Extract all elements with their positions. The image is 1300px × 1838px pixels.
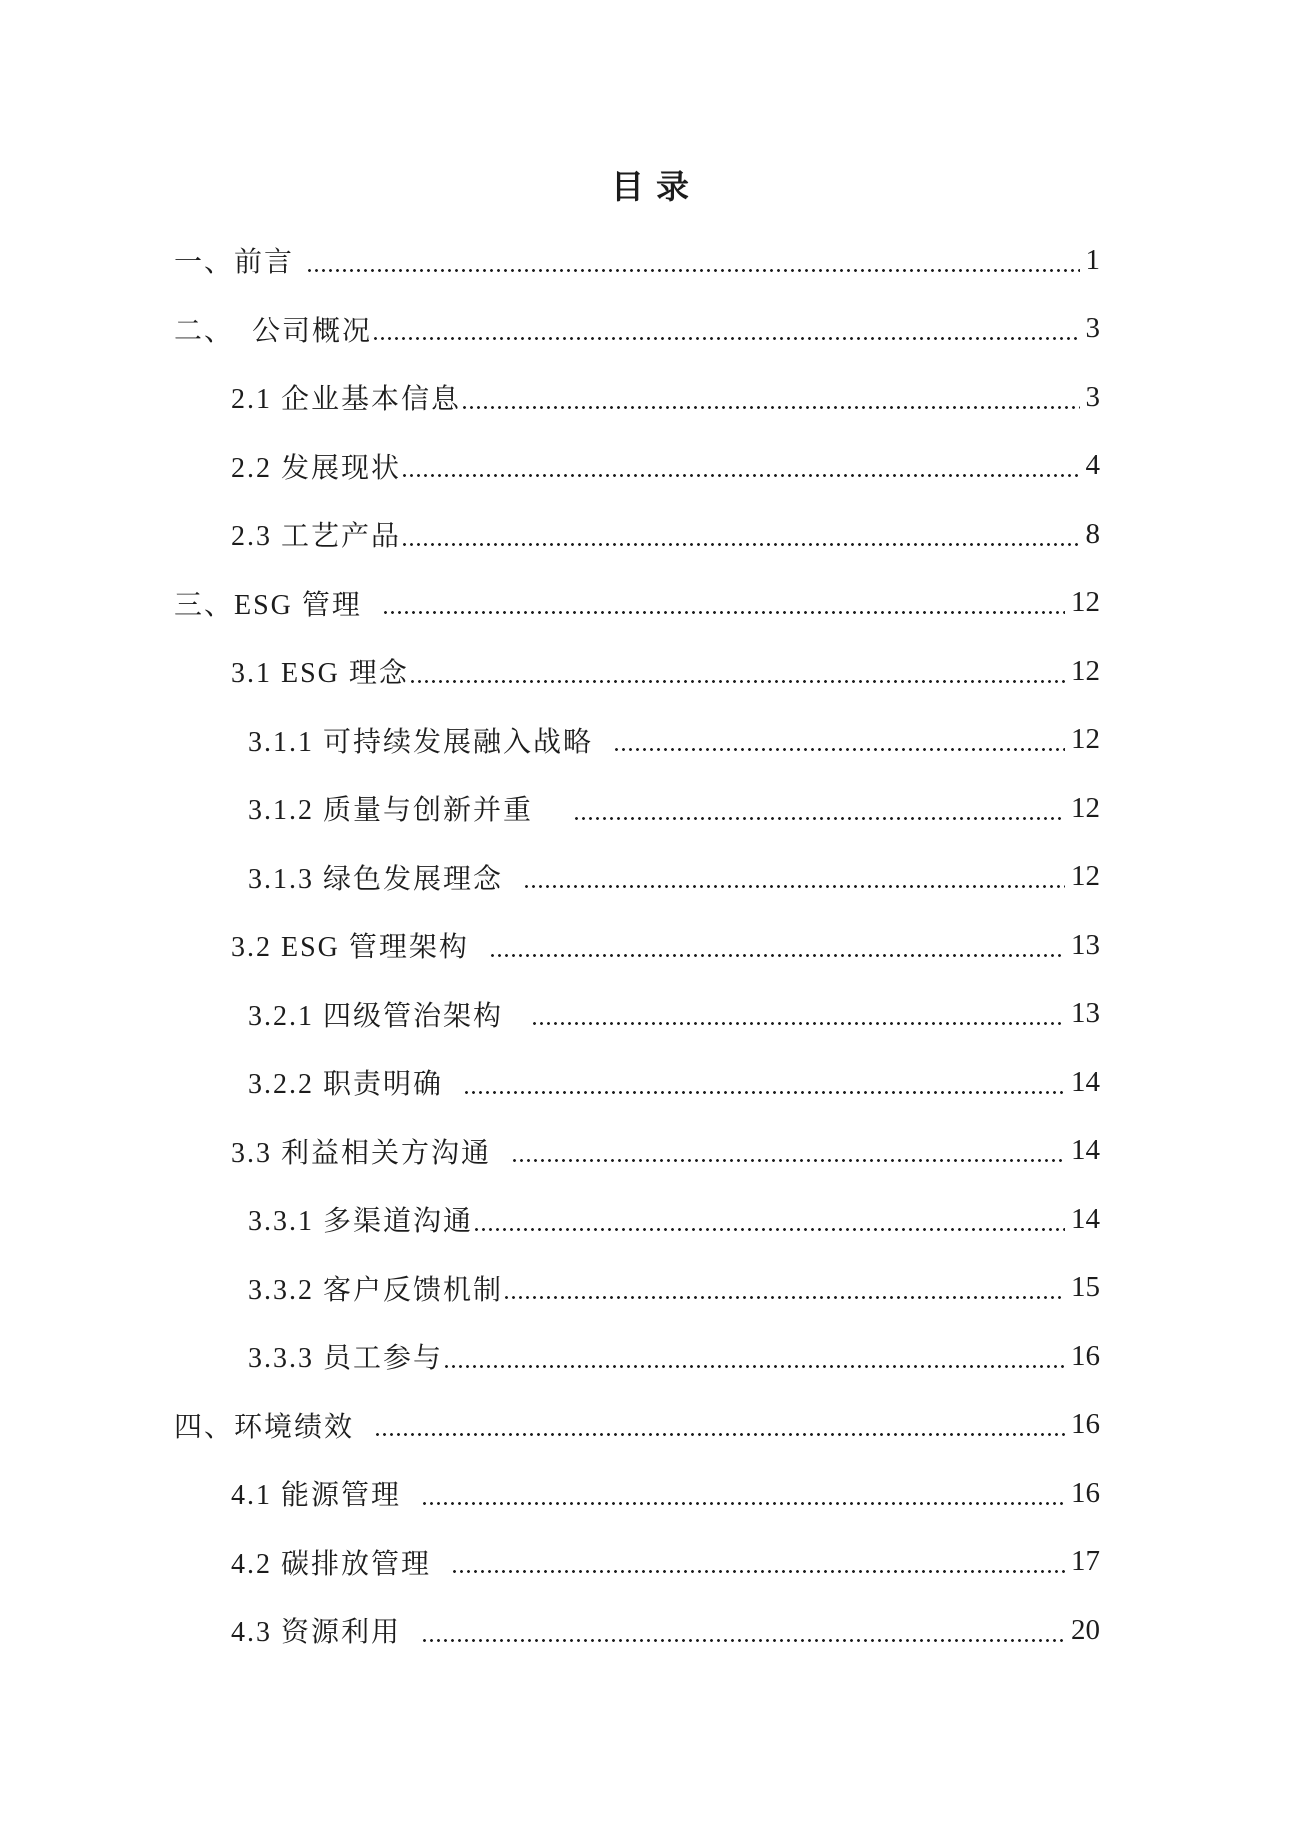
toc-entry[interactable]	[0, 1596, 1300, 1665]
dot-leader	[423, 1502, 1065, 1505]
toc-page-number: 16	[1071, 1408, 1100, 1441]
toc-page-number: 12	[1071, 654, 1100, 687]
toc-entry-label: 3.3 利益相关方沟通	[231, 1137, 492, 1169]
toc-entry-label: 4.1 能源管理	[231, 1480, 402, 1512]
toc-page-number: 12	[1071, 586, 1100, 619]
toc-page-number: 4	[1085, 449, 1100, 482]
toc-entry-label: 3.3.3 员工参与	[248, 1343, 444, 1375]
toc-entry-label: 三、ESG 管理	[174, 589, 362, 621]
toc-entry[interactable]	[0, 569, 1300, 638]
dot-leader	[463, 406, 1079, 409]
toc-page-number: 14	[1071, 1065, 1100, 1098]
toc-entry-label: 3.2.1 四级管治架构	[248, 1000, 504, 1032]
toc-entry[interactable]	[0, 1528, 1300, 1597]
toc-entry[interactable]	[0, 1185, 1300, 1254]
dot-leader	[465, 1091, 1065, 1094]
toc-entry[interactable]	[0, 1459, 1300, 1528]
dot-leader	[403, 543, 1079, 546]
toc-page-number: 16	[1071, 1476, 1100, 1509]
dot-leader	[453, 1570, 1065, 1573]
toc-page-number: 12	[1071, 791, 1100, 824]
toc-entry-label: 3.1.3 绿色发展理念	[248, 863, 504, 895]
dot-leader	[445, 1365, 1065, 1368]
dot-leader	[423, 1639, 1065, 1642]
toc-entry[interactable]	[0, 363, 1300, 432]
page-title: 目录	[611, 170, 701, 206]
toc-entry-label: 3.2.2 职责明确	[248, 1069, 444, 1101]
toc-entry[interactable]	[0, 295, 1300, 364]
table-of-contents	[0, 226, 1300, 1665]
toc-page-number: 1	[1085, 243, 1100, 276]
toc-entry[interactable]	[0, 432, 1300, 501]
toc-entry[interactable]	[0, 1391, 1300, 1460]
toc-page-number: 12	[1071, 723, 1100, 756]
dot-leader	[384, 611, 1065, 614]
toc-entry-label: 3.1.2 质量与创新并重	[248, 795, 534, 827]
toc-entry-label: 2.2 发展现状	[231, 452, 402, 484]
dot-leader	[615, 748, 1065, 751]
toc-entry-label: 3.3.1 多渠道沟通	[248, 1206, 474, 1238]
toc-entry[interactable]	[0, 1048, 1300, 1117]
dot-leader	[475, 1228, 1065, 1231]
toc-page-number: 8	[1085, 517, 1100, 550]
toc-entry[interactable]	[0, 774, 1300, 843]
toc-entry-label: 3.1 ESG 理念	[231, 658, 409, 690]
toc-page-number: 14	[1071, 1134, 1100, 1167]
toc-entry[interactable]	[0, 980, 1300, 1049]
toc-entry[interactable]	[0, 226, 1300, 295]
toc-page-number: 20	[1071, 1613, 1100, 1646]
toc-entry[interactable]	[0, 1254, 1300, 1323]
toc-page-number: 16	[1071, 1339, 1100, 1372]
toc-entry-label: 3.3.2 客户反馈机制	[248, 1274, 504, 1306]
toc-entry[interactable]	[0, 843, 1300, 912]
toc-entry[interactable]	[0, 500, 1300, 569]
dot-leader	[403, 474, 1079, 477]
toc-entry-label: 2.3 工艺产品	[231, 521, 402, 553]
toc-page-number: 13	[1071, 928, 1100, 961]
toc-entry-label: 3.2 ESG 管理架构	[231, 932, 469, 964]
toc-entry-label: 一、前言	[174, 247, 295, 279]
toc-entry-label: 2.1 企业基本信息	[231, 384, 462, 416]
toc-entry[interactable]	[0, 637, 1300, 706]
toc-page-number: 13	[1071, 997, 1100, 1030]
toc-page-number: 14	[1071, 1202, 1100, 1235]
dot-leader	[513, 1159, 1065, 1162]
dot-leader	[308, 269, 1079, 272]
dot-leader	[525, 885, 1065, 888]
toc-entry-label: 4.2 碳排放管理	[231, 1548, 432, 1580]
dot-leader	[575, 817, 1065, 820]
dot-leader	[533, 1022, 1065, 1025]
dot-leader	[376, 1433, 1065, 1436]
dot-leader	[491, 954, 1065, 957]
toc-entry[interactable]	[0, 911, 1300, 980]
dot-leader	[411, 680, 1065, 683]
toc-page-number: 3	[1085, 312, 1100, 345]
dot-leader	[374, 337, 1079, 340]
toc-page-number: 17	[1071, 1545, 1100, 1578]
toc-entry[interactable]	[0, 1117, 1300, 1186]
toc-entry-label: 二、 公司概况	[174, 315, 373, 347]
toc-entry-label: 3.1.1 可持续发展融入战略	[248, 726, 594, 758]
toc-entry-label: 4.3 资源利用	[231, 1617, 402, 1649]
dot-leader	[505, 1296, 1065, 1299]
toc-entry[interactable]	[0, 706, 1300, 775]
toc-page-number: 12	[1071, 860, 1100, 893]
toc-page-number: 15	[1071, 1271, 1100, 1304]
toc-entry[interactable]	[0, 1322, 1300, 1391]
toc-page-number: 3	[1085, 380, 1100, 413]
toc-entry-label: 四、环境绩效	[174, 1411, 355, 1443]
